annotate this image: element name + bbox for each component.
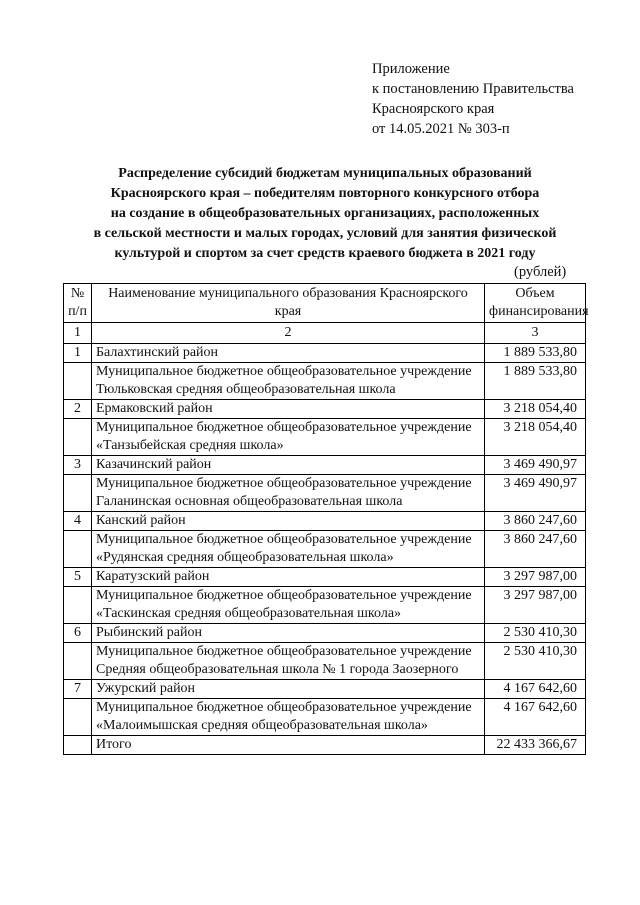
row-name: Муниципальное бюджетное общеобразовательное учреждение «Танзыбейская средняя школа» (92, 419, 485, 456)
table-row (64, 475, 586, 512)
row-amount: 3 297 987,00 (485, 568, 586, 587)
row-name: Балахтинский район (92, 344, 485, 363)
row-num: 4 (64, 512, 92, 531)
subsidy-table (63, 283, 589, 755)
row-name: Муниципальное бюджетное общеобразовательное учреждение Галанинская основная общеобразовательная школа (92, 475, 485, 512)
row-name: Муниципальное бюджетное общеобразовательное учреждение «Таскинская средняя общеобразовательная школа» (92, 587, 485, 624)
table-row (64, 624, 586, 643)
table-row (64, 344, 586, 363)
table-row (64, 587, 586, 624)
title-line: Красноярского края – победителям повторного конкурсного отбора (110, 186, 540, 201)
row-amount: 1 889 533,80 (485, 363, 586, 400)
row-amount: 3 469 490,97 (485, 475, 586, 512)
title-line: Распределение субсидий бюджетам муниципальных образований (118, 166, 532, 181)
row-name: Казачинский район (92, 456, 485, 475)
row-num: 6 (64, 624, 92, 643)
total-label: Итого (92, 736, 485, 755)
row-amount: 4 167 642,60 (485, 680, 586, 699)
row-num: 7 (64, 680, 92, 699)
appendix-line: Приложение (372, 61, 450, 77)
row-num: 3 (64, 456, 92, 475)
total-row (64, 736, 586, 755)
row-name: Ужурский район (92, 680, 485, 699)
row-amount: 4 167 642,60 (485, 699, 586, 736)
row-amount: 3 860 247,60 (485, 512, 586, 531)
row-name: Муниципальное бюджетное общеобразовательное учреждение Тюльковская средняя общеобразовательная школа (92, 363, 485, 400)
title-line: на создание в общеобразовательных организациях, расположенных (110, 206, 540, 221)
table-row (64, 699, 586, 736)
table-row (64, 512, 586, 531)
units-label: (рублей) (514, 264, 567, 280)
row-num (64, 475, 92, 512)
appendix-line: Красноярского края (372, 101, 495, 117)
row-num: 5 (64, 568, 92, 587)
total-amount: 22 433 366,67 (485, 736, 586, 755)
row-amount: 1 889 533,80 (485, 344, 586, 363)
row-num (64, 699, 92, 736)
row-amount: 3 297 987,00 (485, 587, 586, 624)
table-row (64, 680, 586, 699)
appendix-line: от 14.05.2021 № 303-п (372, 121, 510, 137)
title-line: культурой и спортом за счет средств краевого бюджета в 2021 году (114, 246, 536, 261)
row-num (64, 419, 92, 456)
header-amount: Объем финансирования (485, 284, 586, 323)
table-row (64, 363, 586, 400)
table-row (64, 643, 586, 680)
row-name: Муниципальное бюджетное общеобразовательное учреждение «Малоимышская средняя общеобразовательная школа» (92, 699, 485, 736)
row-name: Муниципальное бюджетное общеобразовательное учреждение «Рудянская средняя общеобразовательная школа» (92, 531, 485, 568)
row-name: Рыбинский район (92, 624, 485, 643)
row-num (64, 531, 92, 568)
row-amount: 3 860 247,60 (485, 531, 586, 568)
row-amount: 3 469 490,97 (485, 456, 586, 475)
col-number: 2 (92, 323, 485, 344)
table-row (64, 419, 586, 456)
document-title (62, 164, 588, 264)
column-number-row (64, 323, 586, 344)
col-number: 3 (485, 323, 586, 344)
row-amount: 2 530 410,30 (485, 643, 586, 680)
table-row (64, 456, 586, 475)
table-row (64, 568, 586, 587)
table-row (64, 400, 586, 419)
header-num: № п/п (64, 284, 92, 323)
row-num (64, 587, 92, 624)
appendix-block (372, 59, 574, 139)
appendix-line: к постановлению Правительства (372, 81, 574, 97)
row-amount: 3 218 054,40 (485, 419, 586, 456)
row-name: Канский район (92, 512, 485, 531)
row-name: Муниципальное бюджетное общеобразовательное учреждение Средняя общеобразовательная школа № 1 города Заозерного (92, 643, 485, 680)
header-name: Наименование муниципального образования Красноярского края (92, 284, 485, 323)
table-row (64, 531, 586, 568)
total-num (64, 736, 92, 755)
header-row (64, 284, 586, 323)
row-num (64, 363, 92, 400)
title-line: в сельской местности и малых городах, условий для занятия физической (93, 226, 557, 241)
row-num: 2 (64, 400, 92, 419)
col-number: 1 (64, 323, 92, 344)
row-name: Ермаковский район (92, 400, 485, 419)
row-num (64, 643, 92, 680)
row-amount: 3 218 054,40 (485, 400, 586, 419)
row-num: 1 (64, 344, 92, 363)
row-name: Каратузский район (92, 568, 485, 587)
row-amount: 2 530 410,30 (485, 624, 586, 643)
